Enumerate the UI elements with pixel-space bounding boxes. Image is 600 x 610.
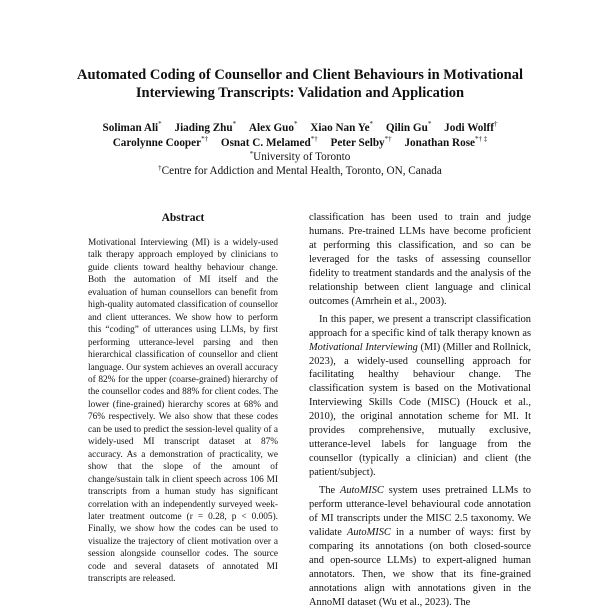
abstract-body: Motivational Interviewing (MI) is a widely-used talk therapy approach employed by clinicians to guide clients toward healthy behaviour change. Both the automation of MI itself and the evaluation of human counsellors can benefit from high-quality automated classification of counsellor and client utterances. We show how to perform this “coding” of utterances using LLMs, by first performing utterance-level parsing and then hierarchical classification of counsellor and client language. Our system achieves an overall accuracy of 82% for the upper (coarse-grained) hierarchy of the counsellor codes and 88% for client codes. The lower (fine-grained) hierarchy scores at 68% and 76% respectively. We also show that these codes can be used to predict the session-level quality of a widely-used MI transcript dataset at 87% accuracy. As a demonstration of practicality, we show that the slope of the amount of change/sustain talk in client speech across 106 MI transcripts from a human study has significant correlation with an independently surveyed week-later treatment outcome (r = 0.28, p < 0.005). Finally, we show how the codes can be used to visualize the trajectory of client motivation over a session alongside counsellor codes. The source code and several datasets of annotated MI transcripts are released. <box>88 238 278 585</box>
affiliations <box>40 150 560 178</box>
author: Xiao Nan Ye* <box>310 120 374 134</box>
title-line-2: Interviewing Transcripts: Validation and Application <box>135 85 465 101</box>
author: Osnat C. Melamed*† <box>220 135 318 149</box>
author: Jiading Zhu* <box>174 120 237 134</box>
paragraph-3: The AutoMISC system uses pretrained LLMs to perform utterance-level behavioural code annotation of MI transcripts under the MISC 2.5 taxonomy. We validate AutoMISC in a number of ways: first by comparing its annotations (on both closed-source and open-source LLMs) to expert-aligned human annotators. Then, we show that its fine-grained annotations align with annotations given in the AnnoMI dataset (Wu et al., 2023). The <box>309 485 531 608</box>
abstract-heading: Abstract <box>161 212 205 224</box>
paragraph-2: In this paper, we present a transcript classification approach for a specific kind of talk therapy known as Motivational Interviewing (MI) (Miller and Rollnick, 2023), a widely-used counselling approach for facilitating healthy behaviour change. The classification system is based on the Motivational Interviewing Skills Code (MISC) (Houck et al., 2010), the original annotation scheme for MI. It provides comprehensive, mutually exclusive, utterance-level labels for language from the counsellor (typically a clinician) and client (the patient/subject). <box>309 313 531 479</box>
affiliation-1: *University of Toronto <box>249 150 351 163</box>
author: Soliman Ali* <box>102 120 162 134</box>
author-list <box>40 121 560 151</box>
author: Qilin Gu* <box>385 120 432 134</box>
paragraph-1: classification has been used to train and judge humans. Pre-trained LLMs have become proficient at performing this classification, and so can be leveraged for the tasks of assessing counsellor fidelity to treatment standards and the analysis of the relationship between client language and clinical outcomes (Amrhein et al., 2003). <box>309 212 531 307</box>
author: Peter Selby*† <box>330 135 392 149</box>
title-line-1: Automated Coding of Counsellor and Client Behaviours in Motivational <box>76 67 524 83</box>
author: Jonathan Rose*† ‡ <box>404 135 488 149</box>
author: Carolynne Cooper*† <box>112 135 209 149</box>
author-row-2 <box>40 136 560 151</box>
author: Alex Guo* <box>248 120 298 134</box>
author-row-1 <box>40 121 560 136</box>
right-column-body <box>309 211 531 610</box>
paper-title <box>40 66 560 102</box>
affiliation-2: †Centre for Addiction and Mental Health, Toronto, ON, Canada <box>158 164 442 177</box>
author: Jodi Wolff† <box>444 120 498 134</box>
